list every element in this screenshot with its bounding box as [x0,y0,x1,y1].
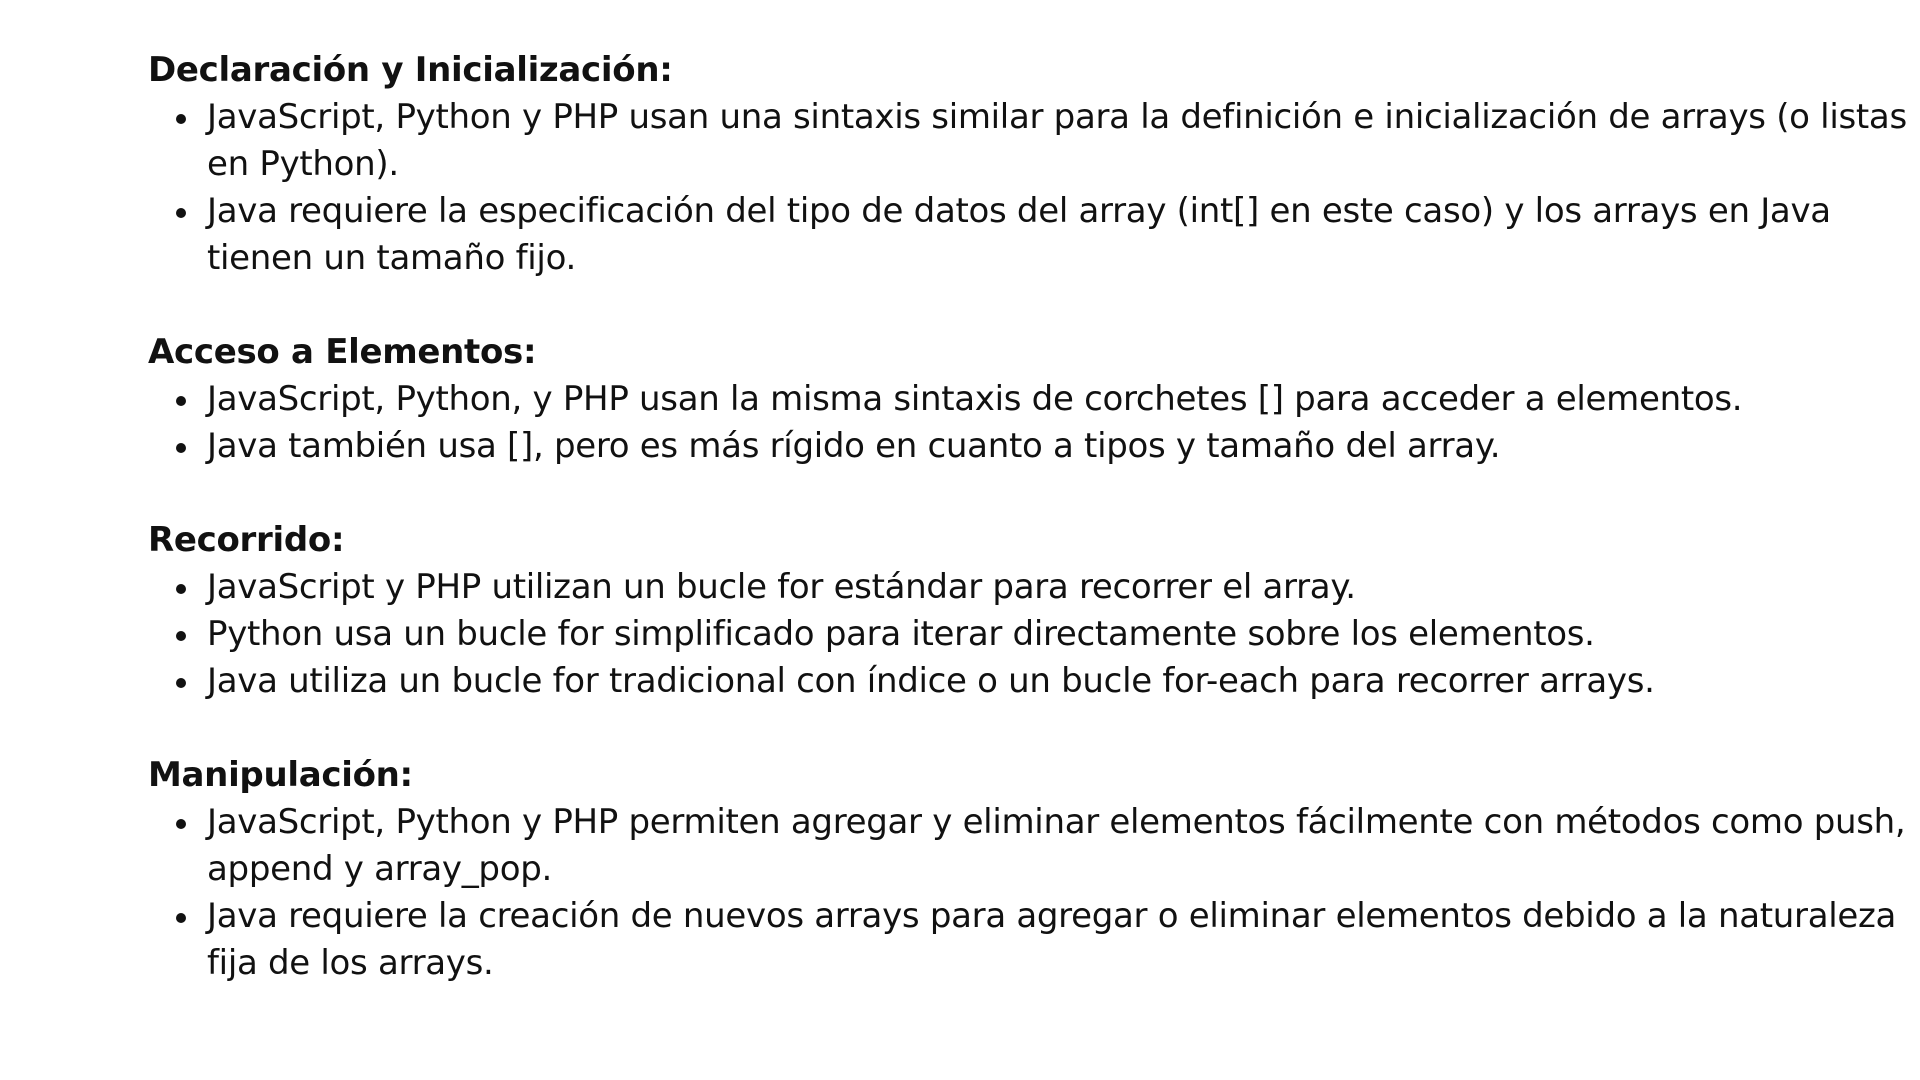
list-item [148,423,1920,470]
bullet-icon [176,443,186,453]
bullet-list [148,564,1920,705]
section-title: Manipulación: [148,755,413,795]
list-item-text: Java también usa [], pero es más rígido en cuanto a tipos y tamaño del array. [207,426,1501,466]
section-declaracion [148,47,1920,282]
bullet-icon [176,208,186,218]
list-item-text: JavaScript, Python y PHP usan una sintaxis similar para la definición e inicialización de arrays (o listas en Python). [207,97,1907,184]
list-item [148,94,1920,188]
bullet-list [148,799,1920,987]
list-item [148,188,1920,282]
bullet-icon [176,678,186,688]
list-item-text: Java requiere la creación de nuevos arrays para agregar o eliminar elementos debido a la naturaleza fija de los arrays. [207,896,1897,983]
section-recorrido [148,517,1920,705]
list-item-text: Java utiliza un bucle for tradicional con índice o un bucle for-each para recorrer arrays. [207,661,1655,701]
list-item [148,658,1920,705]
list-item [148,564,1920,611]
bullet-list [148,376,1920,470]
bullet-list [148,94,1920,282]
list-item [148,376,1920,423]
section-title: Acceso a Elementos: [148,332,537,372]
list-item [148,893,1920,987]
bullet-icon [176,631,186,641]
list-item-text: Python usa un bucle for simplificado para iterar directamente sobre los elementos. [207,614,1595,654]
bullet-icon [176,396,186,406]
list-item [148,611,1920,658]
bullet-icon [176,114,186,124]
bullet-icon [176,913,186,923]
list-item-text: JavaScript, Python, y PHP usan la misma sintaxis de corchetes [] para acceder a elementos. [207,379,1743,419]
bullet-icon [176,584,186,594]
section-title: Declaración y Inicialización: [148,50,673,90]
list-item-text: JavaScript y PHP utilizan un bucle for estándar para recorrer el array. [207,567,1356,607]
list-item-text: Java requiere la especificación del tipo de datos del array (int[] en este caso) y los arrays en Java tienen un tamaño fijo. [207,191,1831,278]
section-title: Recorrido: [148,520,345,560]
list-item-text: JavaScript, Python y PHP permiten agregar y eliminar elementos fácilmente con métodos como push, append y array_pop. [207,802,1906,889]
section-manipulacion [148,752,1920,987]
bullet-icon [176,819,186,829]
list-item [148,799,1920,893]
section-acceso [148,329,1920,470]
